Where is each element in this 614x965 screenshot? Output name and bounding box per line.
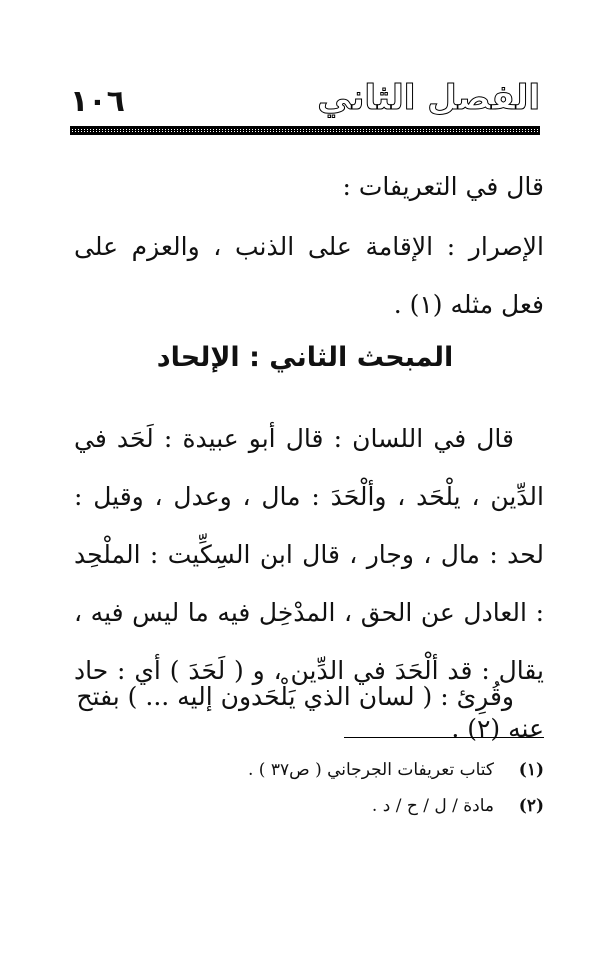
footnote-number: (١) bbox=[518, 760, 544, 780]
footnotes bbox=[74, 752, 544, 824]
paragraph-recitation: وقُرِئ : ( لسان الذي يَلْحَدون إليه ... ) بفتح bbox=[76, 682, 514, 711]
header-divider bbox=[70, 126, 540, 135]
footnote-number: (٢) bbox=[518, 796, 544, 816]
page-header bbox=[70, 78, 540, 138]
paragraph-lisan-definition: قال في اللسان : قال أبو عبيدة : لَحَد في الدِّين ، يلْحَد ، وألْحَدَ : مال ، وعدل ، وقيل : لحد : مال ، وجار ، قال ابن السِكِّيت : الملْحِد : العادل عن الحق ، المدْخِل فيه ما ليس فيه ، يقال : قد ألْحَدَ في الدِّين ، و ( لَحَدَ ) أي : حاد عنه (٢) . bbox=[74, 424, 544, 743]
footnote-item bbox=[74, 752, 544, 788]
section-heading: المبحث الثاني : الإلحاد bbox=[156, 342, 454, 373]
footnote-divider bbox=[344, 737, 544, 738]
page-number: ١٠٦ bbox=[70, 84, 125, 119]
footnote-text: كتاب تعريفات الجرجاني ( ص٣٧ ) . bbox=[248, 760, 494, 780]
footnote-text: مادة / ل / ح / د . bbox=[371, 796, 494, 816]
chapter-title: الفصل الثاني bbox=[317, 78, 540, 118]
footnote-item bbox=[74, 788, 544, 824]
paragraph-definitions-intro: قال في التعريفات : bbox=[342, 172, 544, 201]
paragraph-persistence-definition: الإصرار : الإقامة على الذنب ، والعزم على فعل مثله (١) . bbox=[74, 232, 544, 319]
